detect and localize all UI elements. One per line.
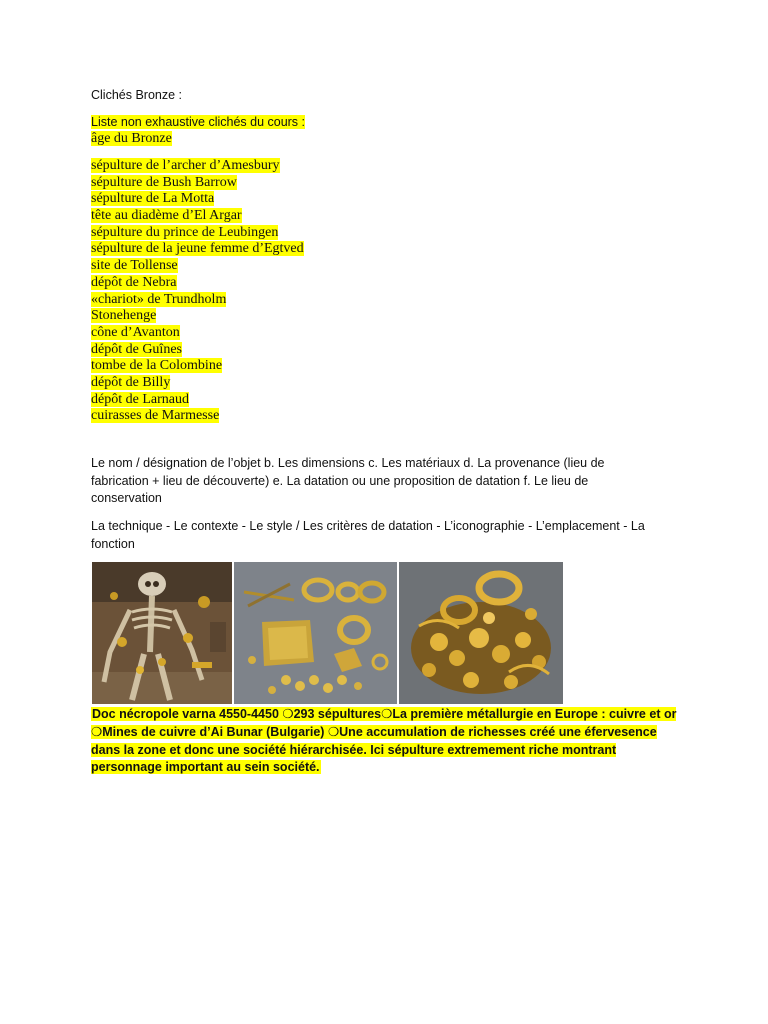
list-item	[91, 208, 304, 225]
criteria-paragraph: Le nom / désignation de l’objet b. Les dimensions c. Les matériaux d. La provenance (lieu de fabrication + lieu de découverte) e. La datation ou une proposition de datation f. Le lieu de conservation	[91, 456, 605, 505]
list-item-text: sépulture du prince de Leubingen	[91, 224, 279, 240]
list-item	[91, 292, 304, 309]
list-item	[91, 342, 304, 359]
list-item	[91, 308, 304, 325]
list-item	[91, 392, 304, 409]
list-item	[91, 358, 304, 375]
list-item-text: dépôt de Nebra	[91, 274, 177, 290]
list-item	[91, 225, 304, 242]
list-item	[91, 241, 304, 258]
list-item	[91, 258, 304, 275]
list-item-text: sépulture de l’archer d’Amesbury	[91, 158, 280, 173]
list-item-text: «chariot» de Trundholm	[91, 291, 227, 307]
list-item	[91, 175, 304, 192]
list-item-text: tombe de la Colombine	[91, 358, 223, 374]
list-item-text: dépôt de Larnaud	[91, 391, 189, 407]
list-item-text: sépulture de la jeune femme d’Egtved	[91, 241, 304, 257]
gold-jewelry-photo	[399, 562, 563, 704]
gold-artifacts-photo	[234, 562, 397, 704]
list-item	[91, 325, 304, 342]
list-item-text: dépôt de Billy	[91, 374, 171, 390]
list-item	[91, 375, 304, 392]
document-title: Clichés Bronze :	[91, 88, 183, 102]
list-item-text: sépulture de Bush Barrow	[91, 174, 237, 190]
burial-skeleton-photo	[92, 562, 232, 704]
list-item-text: cuirasses de Marmesse	[91, 408, 220, 424]
list-item-text: site de Tollense	[91, 258, 178, 274]
list-item-text: dépôt de Guînes	[91, 341, 182, 357]
aspects-paragraph: La technique - Le contexte - Le style / Les critères de datation - L’iconographie - L’emplacement - La fonction	[91, 519, 645, 551]
list-item-text: Stonehenge	[91, 308, 157, 324]
list-item	[91, 408, 304, 425]
age-line-text: âge du Bronze	[91, 131, 172, 146]
list-item-text: sépulture de La Motta	[91, 191, 215, 207]
list-item-text: cône d’Avanton	[91, 324, 180, 340]
list-item	[91, 191, 304, 208]
list-heading-text: Liste non exhaustive clichés du cours :	[91, 115, 306, 129]
photo-caption	[91, 706, 681, 777]
list-item-text: tête au diadème d’El Argar	[91, 208, 242, 224]
list-item	[91, 158, 304, 175]
photo-caption-text: Doc nécropole varna 4550-4450 ❍293 sépultures❍La première métallurgie en Europe : cuivre et or ❍Mines de cuivre d’Ai Bunar (Bulgarie) ❍Une accumulation de richesses créé une éfervesence dans la zone et donc une société hiérarchisée. Ici sépulture extremement riche montrant personnage important au sein société.	[91, 707, 677, 775]
age-line	[91, 131, 172, 147]
cliche-list	[91, 158, 304, 425]
list-item	[91, 275, 304, 292]
list-heading	[91, 115, 305, 129]
